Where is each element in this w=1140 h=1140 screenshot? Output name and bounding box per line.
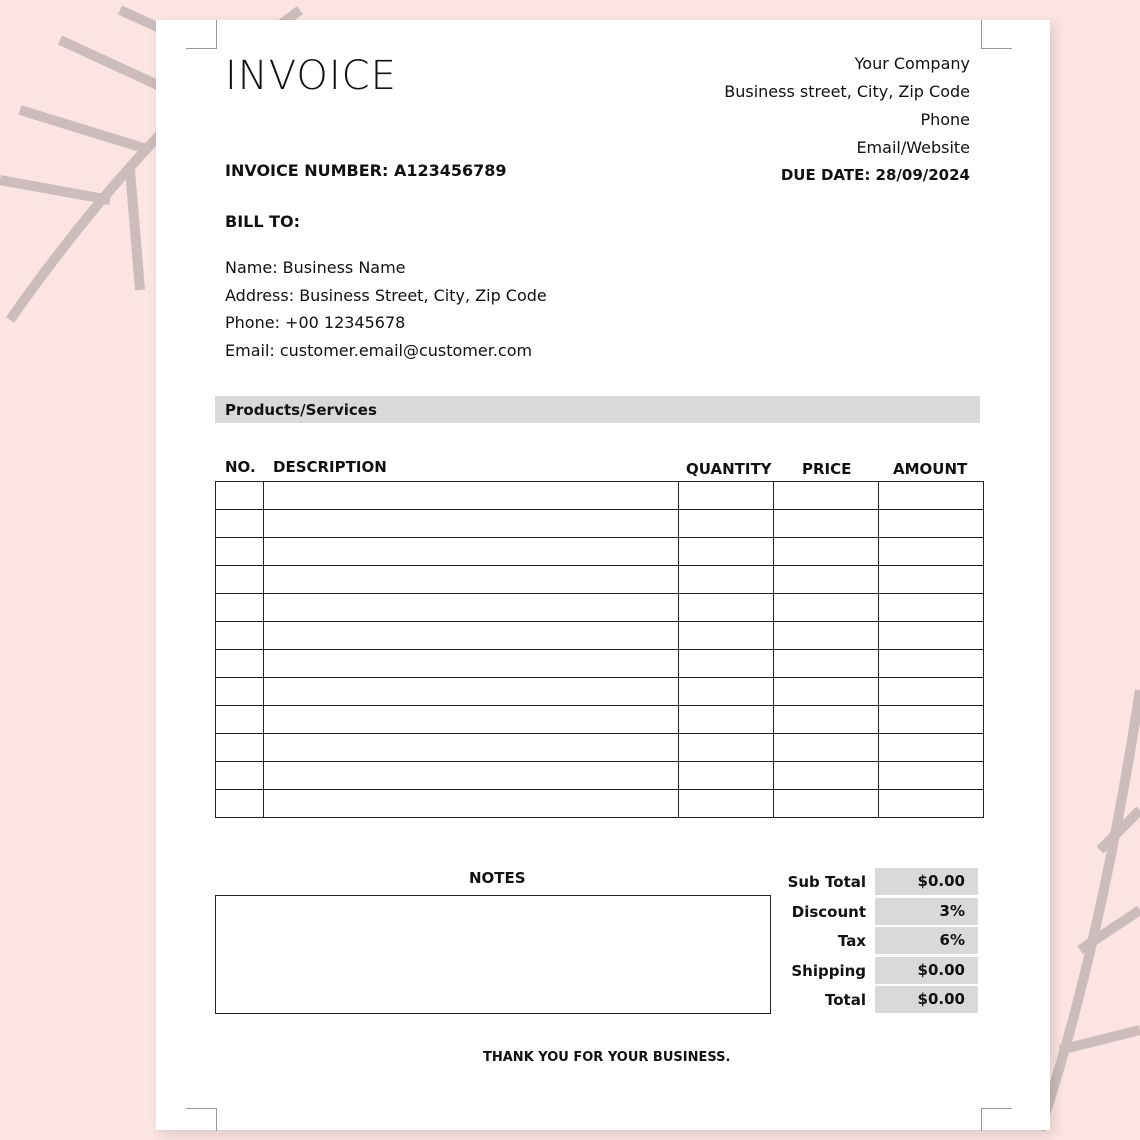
notes-box[interactable] — [215, 895, 771, 1014]
company-phone: Phone — [920, 110, 970, 129]
table-cell[interactable] — [264, 510, 679, 538]
table-cell[interactable] — [679, 790, 774, 818]
table-cell[interactable] — [679, 734, 774, 762]
table-cell[interactable] — [774, 566, 879, 594]
table-cell[interactable] — [679, 762, 774, 790]
col-quantity: QUANTITY — [686, 460, 772, 478]
table-cell[interactable] — [216, 790, 264, 818]
table-cell[interactable] — [264, 706, 679, 734]
table-cell[interactable] — [774, 538, 879, 566]
table-cell[interactable] — [774, 594, 879, 622]
table-cell[interactable] — [264, 734, 679, 762]
table-cell[interactable] — [679, 538, 774, 566]
table-cell[interactable] — [264, 650, 679, 678]
company-web: Email/Website — [856, 138, 970, 157]
total-label: Sub Total — [787, 873, 866, 891]
table-cell[interactable] — [216, 566, 264, 594]
table-row — [216, 734, 984, 762]
table-row — [216, 482, 984, 510]
table-cell[interactable] — [774, 678, 879, 706]
table-row — [216, 622, 984, 650]
table-cell[interactable] — [879, 762, 984, 790]
table-cell[interactable] — [264, 762, 679, 790]
table-cell[interactable] — [679, 650, 774, 678]
total-label: Discount — [791, 902, 866, 921]
total-label: Shipping — [791, 961, 866, 980]
products-section-label: Products/Services — [225, 401, 377, 419]
crop-mark — [981, 20, 1012, 49]
total-value: $0.00 — [875, 868, 978, 895]
table-cell[interactable] — [216, 650, 264, 678]
table-cell[interactable] — [879, 706, 984, 734]
table-cell[interactable] — [264, 790, 679, 818]
table-cell[interactable] — [264, 678, 679, 706]
table-row — [216, 650, 984, 678]
table-cell[interactable] — [879, 538, 984, 566]
table-cell[interactable] — [679, 482, 774, 510]
table-cell[interactable] — [216, 678, 264, 706]
company-address: Business street, City, Zip Code — [724, 82, 970, 101]
col-amount: AMOUNT — [893, 460, 968, 478]
table-cell[interactable] — [879, 734, 984, 762]
table-cell[interactable] — [774, 734, 879, 762]
company-name: Your Company — [854, 54, 970, 73]
table-cell[interactable] — [774, 650, 879, 678]
table-cell[interactable] — [264, 594, 679, 622]
table-cell[interactable] — [879, 622, 984, 650]
bill-to-label: BILL TO: — [225, 212, 301, 231]
col-price: PRICE — [802, 460, 852, 478]
table-cell[interactable] — [774, 622, 879, 650]
bill-to-email: Email: customer.email@customer.com — [225, 341, 533, 360]
table-row — [216, 706, 984, 734]
table-cell[interactable] — [879, 510, 984, 538]
table-cell[interactable] — [879, 566, 984, 594]
crop-mark — [186, 20, 217, 49]
total-label: Total — [825, 991, 866, 1009]
table-cell[interactable] — [216, 510, 264, 538]
palm-leaf-decoration — [1040, 650, 1140, 1140]
table-cell[interactable] — [879, 790, 984, 818]
table-cell[interactable] — [774, 482, 879, 510]
table-cell[interactable] — [216, 762, 264, 790]
bill-to-address: Address: Business Street, City, Zip Code — [225, 286, 547, 305]
products-section-bar — [215, 396, 980, 423]
table-row — [216, 594, 984, 622]
table-cell[interactable] — [216, 482, 264, 510]
table-cell[interactable] — [679, 566, 774, 594]
table-row — [216, 566, 984, 594]
table-cell[interactable] — [774, 510, 879, 538]
table-cell[interactable] — [264, 482, 679, 510]
table-cell[interactable] — [216, 734, 264, 762]
col-no: NO. — [225, 458, 256, 476]
crop-mark — [186, 1108, 217, 1131]
col-description: DESCRIPTION — [273, 458, 387, 476]
items-table — [215, 481, 984, 818]
table-cell[interactable] — [264, 566, 679, 594]
table-cell[interactable] — [216, 538, 264, 566]
total-label: Tax — [837, 932, 866, 950]
table-cell[interactable] — [216, 594, 264, 622]
invoice-page — [156, 20, 1050, 1130]
table-cell[interactable] — [264, 538, 679, 566]
table-cell[interactable] — [774, 790, 879, 818]
table-row — [216, 762, 984, 790]
table-row — [216, 510, 984, 538]
invoice-number: INVOICE NUMBER: A123456789 — [225, 161, 507, 180]
table-cell[interactable] — [774, 706, 879, 734]
total-value: $0.00 — [875, 957, 978, 984]
notes-label: NOTES — [469, 869, 526, 887]
crop-mark — [981, 1108, 1012, 1131]
thank-you-footer: THANK YOU FOR YOUR BUSINESS. — [483, 1050, 731, 1065]
table-cell[interactable] — [679, 706, 774, 734]
total-value: 6% — [875, 927, 978, 954]
table-cell[interactable] — [879, 482, 984, 510]
table-cell[interactable] — [679, 510, 774, 538]
table-cell[interactable] — [216, 706, 264, 734]
bill-to-name: Name: Business Name — [225, 258, 406, 277]
table-cell[interactable] — [879, 594, 984, 622]
table-cell[interactable] — [216, 622, 264, 650]
bill-to-phone: Phone: +00 12345678 — [225, 313, 406, 332]
due-date: DUE DATE: 28/09/2024 — [780, 166, 970, 184]
table-row — [216, 790, 984, 818]
table-row — [216, 538, 984, 566]
table-cell[interactable] — [879, 650, 984, 678]
table-row — [216, 678, 984, 706]
table-cell[interactable] — [264, 622, 679, 650]
total-value: $0.00 — [875, 986, 978, 1013]
total-value: 3% — [875, 898, 978, 925]
table-cell[interactable] — [879, 678, 984, 706]
invoice-title: INVOICE — [225, 53, 397, 99]
table-cell[interactable] — [679, 594, 774, 622]
table-cell[interactable] — [774, 762, 879, 790]
table-cell[interactable] — [679, 622, 774, 650]
table-cell[interactable] — [679, 678, 774, 706]
